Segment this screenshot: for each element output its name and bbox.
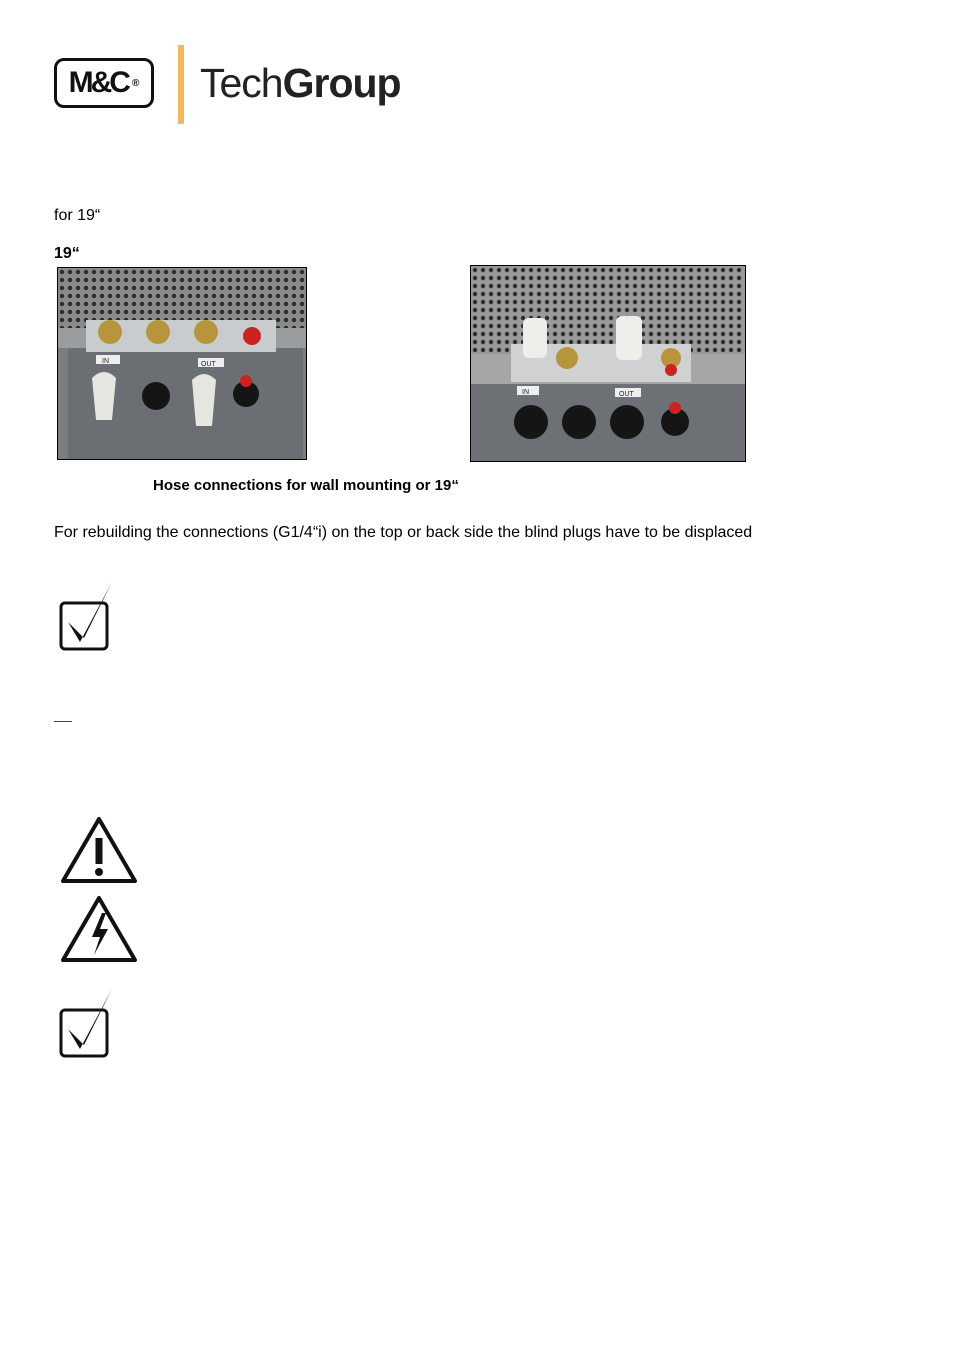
intro-line: for 19“ <box>54 207 101 224</box>
photo-rack-mounting <box>470 265 746 462</box>
checkmark-box-icon <box>58 987 116 1059</box>
label-out: OUT <box>619 391 634 398</box>
logo-divider <box>178 45 184 124</box>
brand-name <box>200 60 401 107</box>
photo-wall-mounting <box>57 267 307 460</box>
label-in: IN <box>522 389 529 396</box>
label-in: IN <box>102 358 109 365</box>
logo-registered: ® <box>131 77 140 89</box>
warning-electric-icon <box>60 895 138 963</box>
brand-bold: Group <box>282 60 401 106</box>
section-heading: 19“ <box>54 245 80 262</box>
instruction-paragraph: For rebuilding the connections (G1/4“i) on the top or back side the blind plugs have to be displaced <box>54 524 753 541</box>
checkmark-box-icon <box>58 580 116 652</box>
figure-caption: Hose connections for wall mounting or 19“ <box>153 477 459 494</box>
company-logo <box>54 58 154 108</box>
brand-light: Tech <box>200 60 283 106</box>
photo-rack-mounting-drawing <box>471 266 746 462</box>
label-out: OUT <box>201 361 216 368</box>
warning-exclamation-icon <box>60 816 138 884</box>
logo-mark: M&C <box>68 66 128 99</box>
photo-wall-mounting-drawing <box>58 268 307 460</box>
short-rule <box>54 721 72 722</box>
